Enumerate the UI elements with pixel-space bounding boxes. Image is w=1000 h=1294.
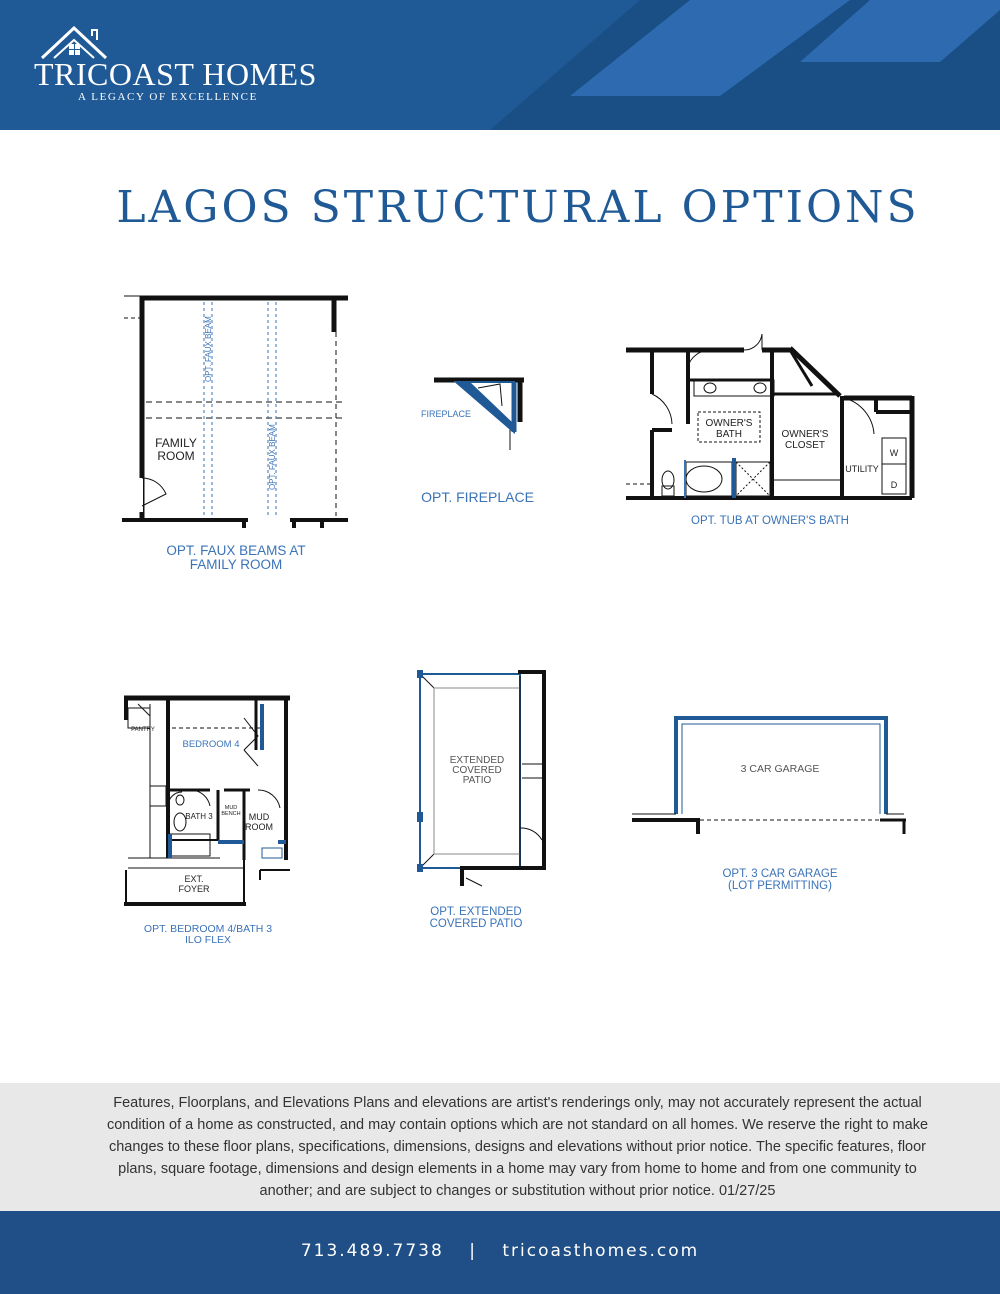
patio-plan (410, 668, 550, 934)
mud-bench-label (218, 805, 244, 817)
mud-room-label (244, 812, 274, 832)
bath-line-2: BATH (716, 429, 742, 440)
room-line-2: ROOM (157, 449, 195, 463)
utility-label: UTILITY (845, 464, 879, 474)
mud-room-line-2: ROOM (245, 822, 273, 832)
pantry-label: PANTRY (131, 727, 155, 733)
caption-line-1: OPT. EXTENDED (430, 906, 522, 918)
foyer-line-1: EXT. (184, 874, 204, 884)
patio-line-2: COVERED (452, 765, 502, 776)
bedroom4-plan (120, 690, 300, 950)
room-line-1: FAMILY (155, 436, 197, 450)
tub-plan (622, 330, 918, 530)
caption-line-2: (LOT PERMITTING) (728, 880, 832, 892)
patio-line-3: PATIO (462, 775, 492, 786)
caption-line-2: FAMILY ROOM (189, 557, 283, 572)
brand-name: TRICOAST HOMES (34, 56, 317, 92)
fireplace-plan (410, 372, 550, 512)
caption-line-1: OPT. BEDROOM 4/BATH 3 (143, 923, 273, 935)
family-room-label (146, 437, 206, 463)
caption-line-1: OPT. FAUX BEAMS AT (166, 543, 306, 558)
mud-bench-line-1: MUD (224, 805, 238, 811)
ext-foyer-label (170, 874, 218, 894)
bath-line-1: OWNER'S (705, 418, 753, 429)
caption-line-2: COVERED PATIO (429, 918, 523, 930)
faux-beams-drawing (120, 292, 352, 532)
bedroom4-label: BEDROOM 4 (182, 739, 240, 750)
house-roof-icon (40, 26, 130, 60)
patio-caption (410, 906, 542, 930)
patio-label (436, 756, 518, 786)
patio-line-1: EXTENDED (449, 755, 505, 766)
caption-line-1: OPT. 3 CAR GARAGE (722, 868, 838, 880)
faux-beams-caption (136, 544, 336, 572)
mud-bench-line-2: BENCH (221, 811, 241, 817)
bedroom4-caption (120, 924, 296, 946)
phone-link[interactable]: 713.489.7738 (300, 1241, 444, 1261)
closet-line-1: OWNER'S (781, 429, 829, 440)
tub-drawing (622, 330, 918, 510)
page-title: LAGOS STRUCTURAL OPTIONS (116, 182, 920, 233)
website-link[interactable]: tricoasthomes.com (502, 1241, 700, 1261)
mud-room-line-1: MUD (248, 812, 270, 822)
fireplace-label: FIREPLACE (420, 409, 471, 419)
company-logo[interactable] (34, 26, 317, 116)
owners-bath-label (700, 418, 758, 440)
beam-label-2: OPT. FAUX BEAM (268, 424, 277, 490)
faux-beams-plan (120, 292, 352, 582)
garage-caption (700, 868, 860, 892)
footer-contact (0, 1241, 1000, 1261)
garage-plan (630, 710, 912, 894)
header-banner (0, 0, 1000, 130)
brand-tagline: A LEGACY OF EXCELLENCE (78, 91, 258, 103)
owners-closet-label (776, 429, 834, 451)
washer-label: W (889, 448, 899, 458)
footer-separator: | (469, 1241, 477, 1261)
closet-line-2: CLOSET (784, 440, 825, 451)
beam-label-1: OPT. FAUX BEAM (204, 316, 213, 382)
bath3-label: BATH 3 (185, 812, 213, 821)
disclaimer-text: Features, Floorplans, and Elevations Plans and elevations are artist's renderings only, may not accurately represent the actual condition of a home as constructed, and may contain options which are not standard on all homes. We reserve the right to make changes to these floor plans, specifications, dimensions, designs and elevations without prior notice. The specific features, floor plans, square footage, dimensions and design elements in a home may vary from home to home and from one community to another; and are subject to changes or substitution without prior notice. 01/27/25 (106, 1095, 929, 1199)
garage-drawing (630, 710, 912, 850)
tub-caption: OPT. TUB AT OWNER'S BATH (691, 515, 849, 527)
caption-line-2: ILO FLEX (184, 934, 232, 946)
fireplace-caption: OPT. FIREPLACE (421, 489, 534, 505)
garage-label: 3 CAR GARAGE (740, 763, 820, 775)
dryer-label: D (890, 480, 898, 490)
foyer-line-2: FOYER (178, 884, 210, 894)
